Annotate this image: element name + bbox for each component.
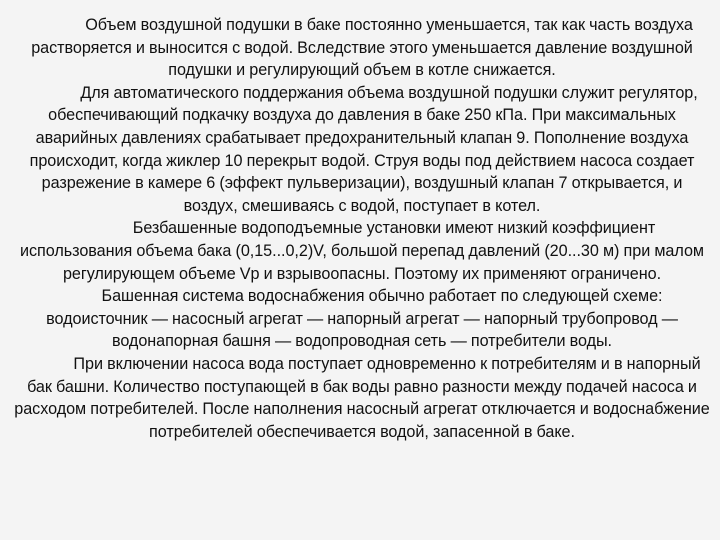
paragraph-tower-system-scheme <box>14 285 710 353</box>
paragraph-air-regulator <box>14 82 710 218</box>
paragraph-text: Безбашенные водоподъемные установки имеют низкий коэффициент использования объема бака (0,15...0,2)V, большой перепад давлений (20...30 м) при малом регулирующем объеме Vр и взрывоопасны. Поэтому их применяют ограничено. <box>20 219 704 283</box>
paragraph-text: Объем воздушной подушки в баке постоянно уменьшается, так как часть воздуха растворяется и выносится с водой. Вследствие этого уменьшается давление воздушной подушки и регулирующий объем в котле снижается. <box>31 16 693 80</box>
paragraph-towerless-units <box>14 217 710 285</box>
paragraph-text: Для автоматического поддержания объема воздушной подушки служит регулятор, обеспечивающий подкачку воздуха до давления в баке 250 кПа. При максимальных аварийных давлениях срабатывает предохранительный клапан 9. Пополнение воздуха происходит, когда жиклер 10 перекрыт водой. Струя воды под действием насоса создает разрежение в камере 6 (эффект пульверизации), воздушный клапан 7 открывается, и воздух, смешиваясь с водой, поступает в котел. <box>29 83 698 215</box>
paragraph-air-cushion-volume <box>14 14 710 82</box>
paragraph-text: Башенная система водоснабжения обычно работает по следующей схеме: водоисточник — насосный агрегат — напорный агрегат — напорный трубопровод — водонапорная башня — водопроводная сеть — потребители воды. <box>46 287 678 351</box>
paragraph-text: При включении насоса вода поступает одновременно к потребителям и в напорный бак башни. Количество поступающей в бак воды равно разности между подачей насоса и расходом потребителей. После наполнения насосный агрегат отключается и водоснабжение потребителей обеспечивается водой, запасенной в баке. <box>14 354 710 441</box>
paragraph-pump-operation <box>14 353 710 443</box>
